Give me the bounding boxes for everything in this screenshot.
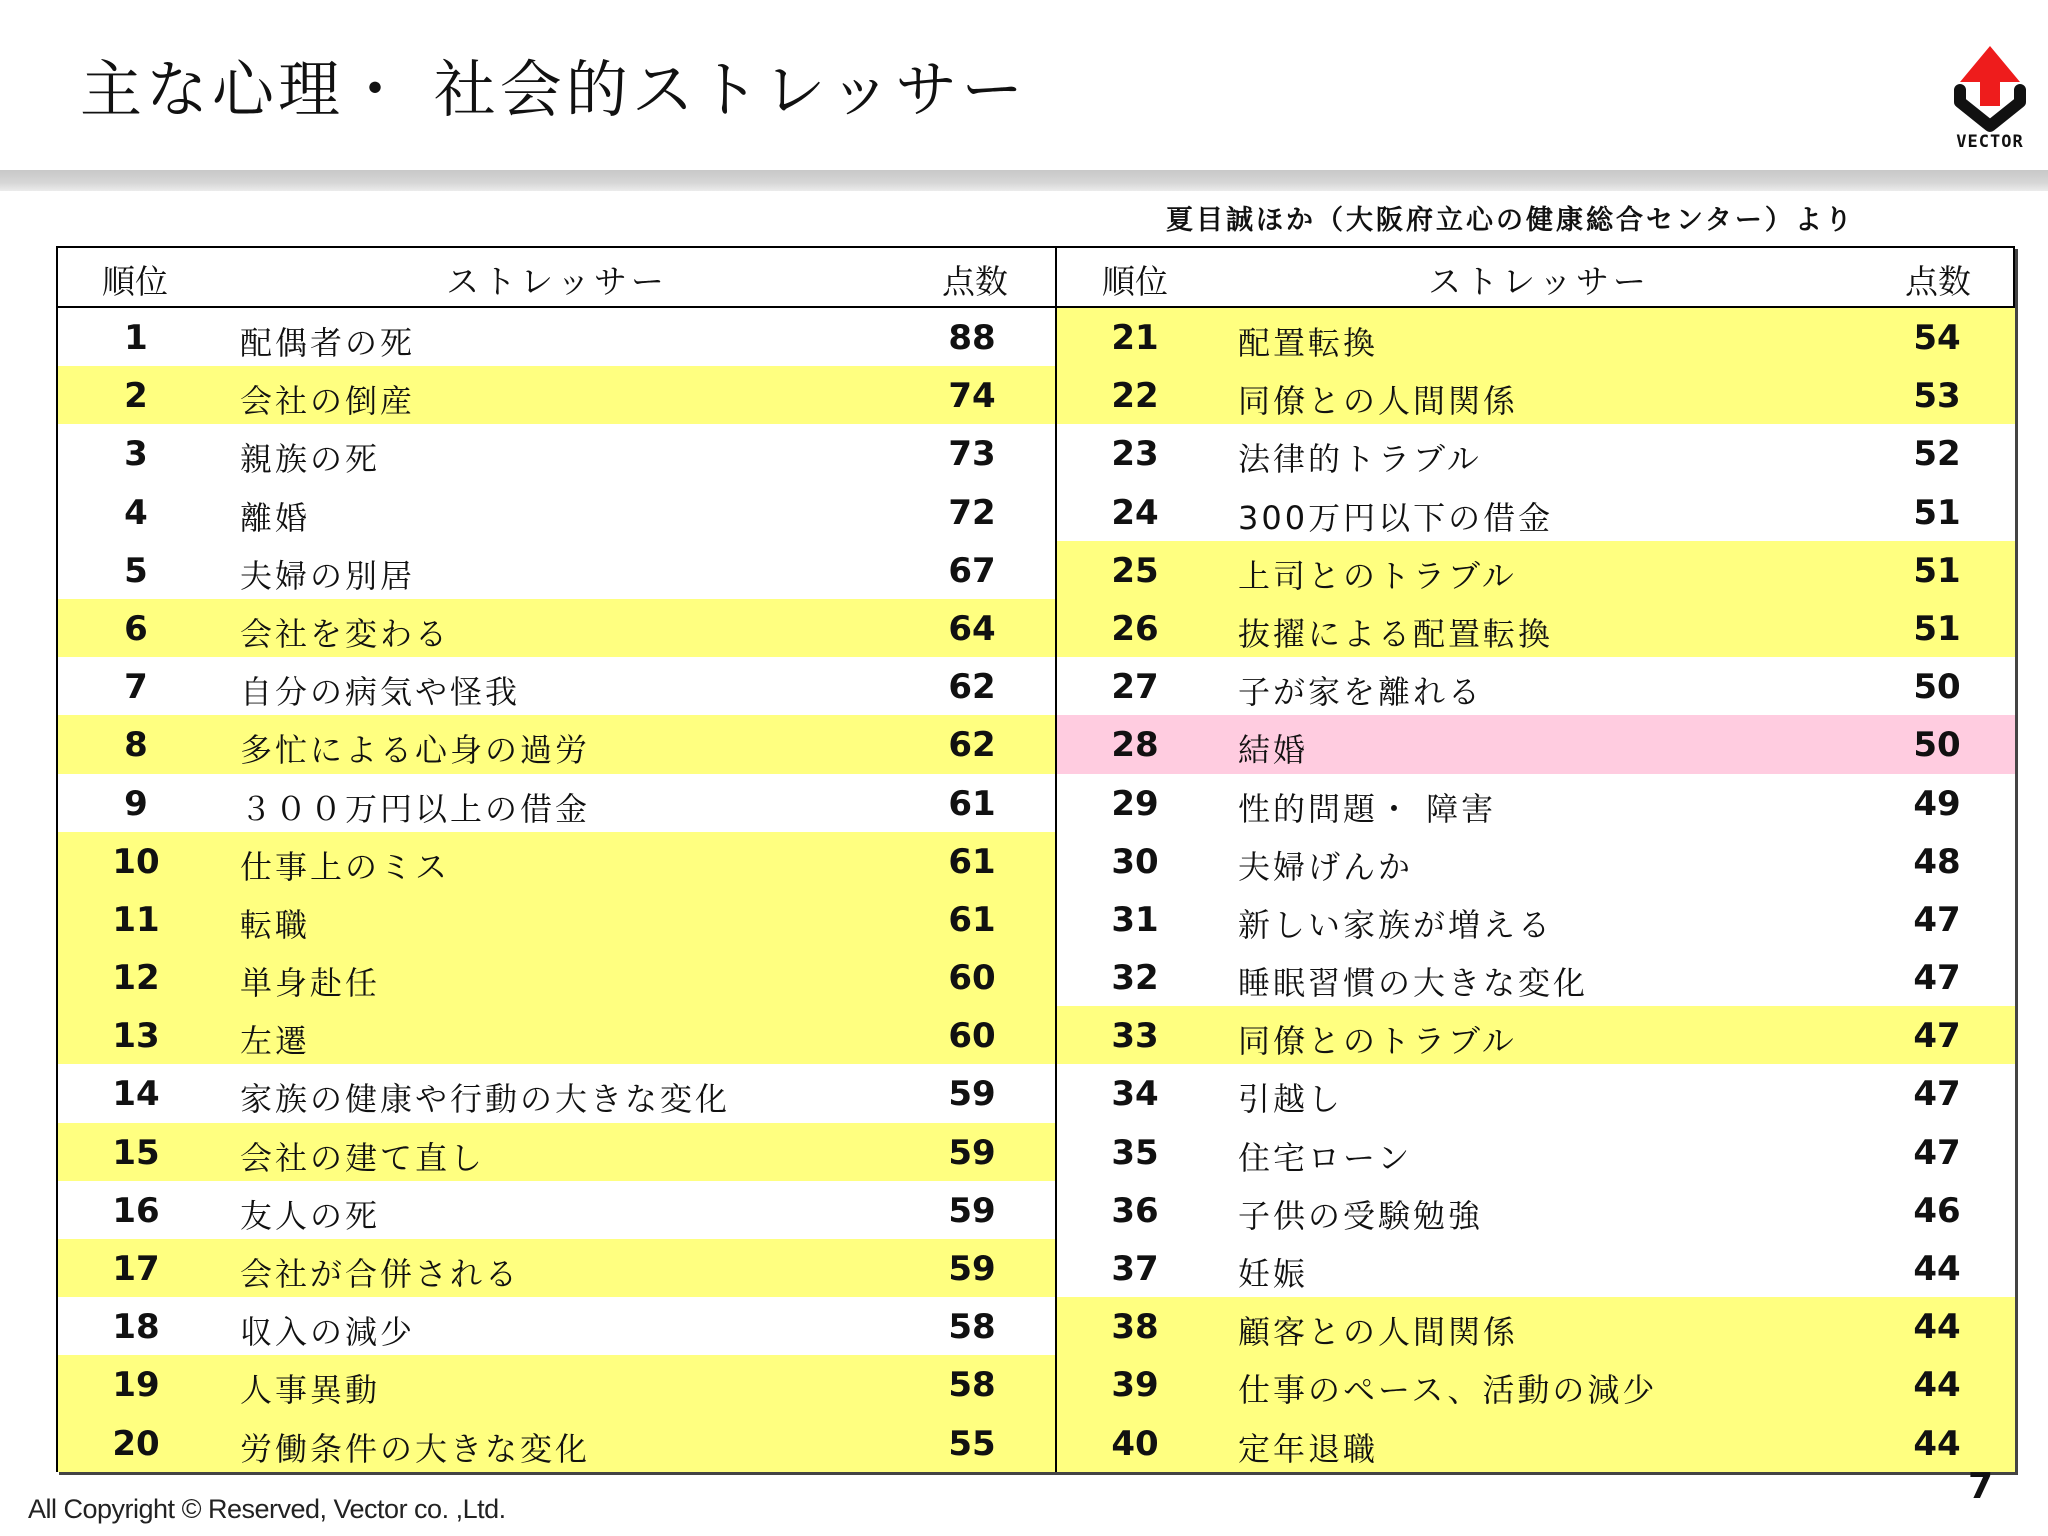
- header-score: 点数: [1905, 262, 1971, 301]
- table-row: [1057, 1239, 2015, 1297]
- rank-cell: 38: [1111, 1307, 1159, 1348]
- rank-cell: 26: [1111, 608, 1159, 649]
- stressor-cell: 性的問題・ 障害: [1238, 789, 1497, 828]
- table-row: [1057, 774, 2015, 832]
- score-cell: 62: [948, 725, 996, 766]
- score-cell: 50: [1913, 667, 1961, 708]
- table-row: [1057, 657, 2015, 715]
- score-cell: 51: [1913, 550, 1961, 591]
- rank-cell: 36: [1111, 1190, 1159, 1231]
- rank-cell: 1: [124, 318, 148, 358]
- header-stressor: ストレッサー: [446, 262, 668, 301]
- stressor-cell: 夫婦げんか: [1238, 847, 1414, 886]
- vector-arrow-icon: [1950, 44, 2030, 134]
- stressor-cell: 法律的トラブル: [1238, 440, 1482, 479]
- header-score: 点数: [942, 262, 1008, 301]
- stressor-cell: 妊娠: [1238, 1255, 1309, 1293]
- table-row: [58, 774, 1055, 832]
- table-row: [1057, 948, 2015, 1006]
- rank-cell: 18: [112, 1307, 160, 1348]
- stressor-cell: 夫婦の別居: [240, 556, 416, 595]
- stressor-cell: 労働条件の大きな変化: [240, 1429, 591, 1468]
- stressor-cell: 人事異動: [240, 1371, 381, 1410]
- score-cell: 47: [1913, 958, 1961, 999]
- stressor-cell: 配偶者の死: [240, 324, 416, 362]
- score-cell: 73: [948, 434, 996, 475]
- rank-cell: 34: [1111, 1074, 1159, 1115]
- table-row: [58, 948, 1055, 1006]
- stressor-cell: 収入の減少: [240, 1313, 416, 1352]
- stressor-cell: 自分の病気や怪我: [240, 673, 521, 712]
- score-cell: 62: [948, 667, 996, 708]
- score-cell: 61: [948, 841, 996, 882]
- score-cell: 60: [948, 1016, 996, 1057]
- table-row: [58, 1355, 1055, 1413]
- table-row: [1057, 424, 2015, 482]
- score-cell: 58: [948, 1307, 996, 1348]
- table-row: [58, 715, 1055, 773]
- score-cell: 44: [1913, 1249, 1961, 1289]
- table-row: [1057, 1064, 2015, 1122]
- score-cell: 72: [948, 492, 996, 533]
- table-row: [1057, 832, 2015, 890]
- table-row: [58, 1064, 1055, 1122]
- stressor-cell: 子が家を離れる: [1238, 673, 1484, 712]
- score-cell: 53: [1913, 376, 1961, 417]
- rank-cell: 9: [124, 783, 148, 824]
- rank-cell: 8: [124, 725, 148, 766]
- table-row: [1057, 1297, 2015, 1355]
- table-row: [58, 1123, 1055, 1181]
- score-cell: 48: [1913, 841, 1961, 882]
- table-row: [1057, 541, 2015, 599]
- rank-cell: 3: [124, 434, 148, 475]
- rank-cell: 14: [112, 1074, 160, 1115]
- table-left-half: [58, 248, 1057, 1470]
- stressor-cell: 友人の死: [240, 1196, 381, 1235]
- score-cell: 46: [1913, 1190, 1961, 1231]
- table-row: [1057, 308, 2015, 366]
- rank-cell: 10: [112, 841, 160, 882]
- score-cell: 51: [1913, 492, 1961, 533]
- rank-cell: 32: [1111, 958, 1159, 999]
- rank-cell: 37: [1111, 1249, 1159, 1289]
- rank-cell: 20: [112, 1423, 160, 1464]
- table-row: [58, 483, 1055, 541]
- table-row: [58, 832, 1055, 890]
- page-number: 7: [1968, 1466, 1994, 1507]
- score-cell: 59: [948, 1249, 996, 1289]
- score-cell: 59: [948, 1074, 996, 1115]
- rank-cell: 33: [1111, 1016, 1159, 1057]
- stressor-cell: 転職: [240, 905, 311, 944]
- stressor-cell: 家族の健康や行動の大きな変化: [240, 1080, 731, 1119]
- score-cell: 74: [948, 376, 996, 417]
- rank-cell: 31: [1111, 899, 1159, 940]
- rank-cell: 11: [112, 899, 160, 940]
- table-row: [1057, 1006, 2015, 1064]
- stressor-cell: 定年退職: [1238, 1429, 1379, 1468]
- stressor-cell: 仕事上のミス: [240, 847, 451, 886]
- table-row: [58, 308, 1055, 366]
- score-cell: 55: [948, 1423, 996, 1464]
- stressor-cell: 引越し: [1238, 1080, 1344, 1119]
- rank-cell: 24: [1111, 492, 1159, 533]
- rank-cell: 23: [1111, 434, 1159, 475]
- stressor-cell: 会社が合併される: [240, 1255, 521, 1293]
- score-cell: 61: [948, 783, 996, 824]
- stressor-cell: 300万円以下の借金: [1238, 498, 1554, 537]
- rank-cell: 21: [1111, 318, 1159, 358]
- table-row: [58, 1239, 1055, 1297]
- table-row: [58, 541, 1055, 599]
- table-rows: [1057, 308, 2015, 1470]
- stressor-cell: 同僚との人間関係: [1238, 382, 1519, 421]
- score-cell: 47: [1913, 1074, 1961, 1115]
- table-row: [58, 1181, 1055, 1239]
- table-row: [58, 424, 1055, 482]
- header-divider-bar: [0, 170, 2048, 191]
- table-rows: [58, 308, 1055, 1470]
- stressor-cell: 親族の死: [240, 440, 381, 479]
- score-cell: 67: [948, 550, 996, 591]
- stressor-cell: 会社を変わる: [240, 614, 451, 653]
- score-cell: 88: [948, 318, 996, 358]
- rank-cell: 17: [112, 1249, 160, 1289]
- stressor-cell: 住宅ローン: [1238, 1138, 1413, 1177]
- rank-cell: 25: [1111, 550, 1159, 591]
- table-row: [58, 1006, 1055, 1064]
- table-row: [1057, 366, 2015, 424]
- stressor-cell: ３００万円以上の借金: [240, 789, 591, 828]
- table-row: [1057, 1355, 2015, 1413]
- rank-cell: 27: [1111, 667, 1159, 708]
- header-rank: 順位: [102, 262, 168, 301]
- stressor-cell: 配置転換: [1238, 324, 1379, 362]
- page-title: 主な心理・ 社会的ストレッサー: [80, 53, 1028, 126]
- table-row: [1057, 715, 2015, 773]
- score-cell: 44: [1913, 1365, 1961, 1406]
- stressor-cell: 睡眠習慣の大きな変化: [1238, 964, 1589, 1003]
- score-cell: 49: [1913, 783, 1961, 824]
- table-right-half: [1057, 248, 2015, 1470]
- rank-cell: 19: [112, 1365, 160, 1406]
- table-row: [58, 366, 1055, 424]
- rank-cell: 12: [112, 958, 160, 999]
- rank-cell: 7: [124, 667, 148, 708]
- stressor-cell: 抜擢による配置転換: [1238, 614, 1554, 653]
- table-row: [58, 890, 1055, 948]
- rank-cell: 15: [112, 1132, 160, 1173]
- stressor-cell: 多忙による心身の過労: [240, 731, 591, 770]
- score-cell: 52: [1913, 434, 1961, 475]
- rank-cell: 13: [112, 1016, 160, 1057]
- table-row: [58, 599, 1055, 657]
- stressor-table: [56, 246, 2015, 1472]
- table-header: [58, 248, 1055, 308]
- rank-cell: 16: [112, 1190, 160, 1231]
- stressor-cell: 会社の建て直し: [240, 1138, 486, 1177]
- score-cell: 58: [948, 1365, 996, 1406]
- rank-cell: 39: [1111, 1365, 1159, 1406]
- stressor-cell: 新しい家族が増える: [1238, 905, 1554, 944]
- table-row: [1057, 1181, 2015, 1239]
- stressor-cell: 単身赴任: [240, 964, 381, 1003]
- score-cell: 47: [1913, 1016, 1961, 1057]
- table-row: [1057, 890, 2015, 948]
- stressor-cell: 同僚とのトラブル: [1238, 1022, 1517, 1061]
- score-cell: 59: [948, 1132, 996, 1173]
- vector-logo: [1950, 44, 2030, 154]
- stressor-cell: 子供の受験勉強: [1238, 1196, 1484, 1235]
- logo-text: VECTOR: [1956, 132, 2024, 152]
- score-cell: 47: [1913, 899, 1961, 940]
- rank-cell: 2: [124, 376, 148, 417]
- rank-cell: 22: [1111, 376, 1159, 417]
- stressor-cell: 離婚: [240, 498, 311, 537]
- rank-cell: 4: [124, 492, 148, 533]
- score-cell: 44: [1913, 1307, 1961, 1348]
- score-cell: 64: [948, 608, 996, 649]
- table-row: [58, 1297, 1055, 1355]
- table-row: [1057, 1414, 2015, 1472]
- score-cell: 59: [948, 1190, 996, 1231]
- rank-cell: 40: [1111, 1423, 1159, 1464]
- table-row: [1057, 599, 2015, 657]
- rank-cell: 6: [124, 608, 148, 649]
- rank-cell: 35: [1111, 1132, 1159, 1173]
- score-cell: 47: [1913, 1132, 1961, 1173]
- table-row: [1057, 1123, 2015, 1181]
- rank-cell: 29: [1111, 783, 1159, 824]
- table-row: [58, 1414, 1055, 1472]
- score-cell: 61: [948, 899, 996, 940]
- stressor-cell: 会社の倒産: [240, 382, 416, 421]
- rank-cell: 5: [124, 550, 148, 591]
- stressor-cell: 結婚: [1238, 731, 1309, 770]
- score-cell: 60: [948, 958, 996, 999]
- header-stressor: ストレッサー: [1428, 262, 1650, 301]
- rank-cell: 30: [1111, 841, 1159, 882]
- stressor-cell: 顧客との人間関係: [1238, 1313, 1519, 1352]
- copyright-text: All Copyright © Reserved, Vector co. ,Ltd.: [28, 1494, 506, 1524]
- table-header: [1057, 248, 2015, 308]
- rank-cell: 28: [1111, 725, 1159, 766]
- table-row: [1057, 483, 2015, 541]
- header-rank: 順位: [1102, 262, 1168, 301]
- score-cell: 51: [1913, 608, 1961, 649]
- score-cell: 54: [1913, 318, 1961, 358]
- stressor-cell: 上司とのトラブル: [1238, 556, 1517, 595]
- table-row: [58, 657, 1055, 715]
- stressor-cell: 仕事のペース、活動の減少: [1238, 1371, 1658, 1410]
- source-citation: 夏目誠ほか（大阪府立心の健康総合センター）より: [1166, 205, 1855, 236]
- stressor-cell: 左遷: [240, 1022, 311, 1061]
- score-cell: 50: [1913, 725, 1961, 766]
- score-cell: 44: [1913, 1423, 1961, 1464]
